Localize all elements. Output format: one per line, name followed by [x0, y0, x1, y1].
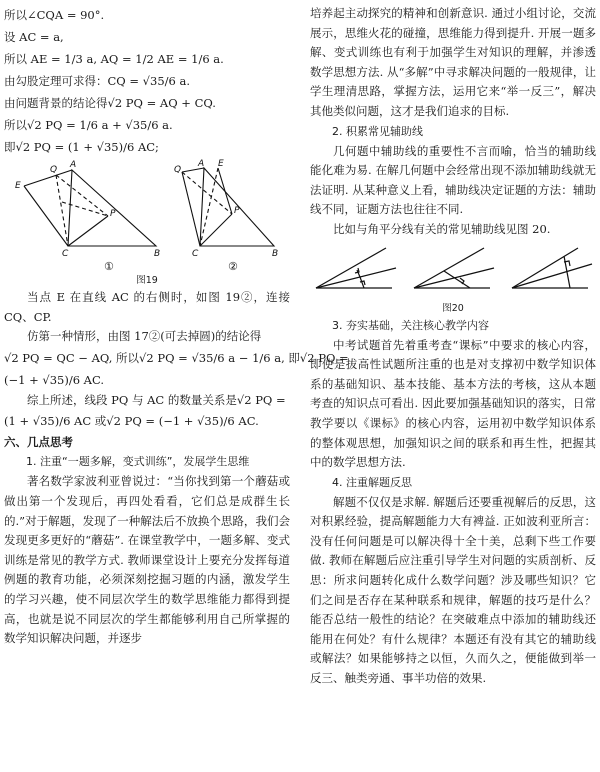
- figure-20: [310, 240, 596, 302]
- fig19-label-c: C: [62, 249, 69, 259]
- math-line-2: (−1 + √35)/6 AC.: [4, 372, 105, 387]
- fig19-label-q2: Q: [174, 165, 182, 175]
- fig19-label-a: A: [70, 160, 77, 170]
- fig19-label-a2: A: [198, 159, 205, 169]
- line-4: 由勾股定理可求得：CQ = √35/6 a.: [4, 74, 190, 88]
- left-column: [4, 4, 349, 649]
- fig19-label-p2: P: [234, 206, 240, 216]
- fig19-sub-1: ①: [104, 260, 114, 273]
- fig19-label-e2: E: [218, 159, 224, 169]
- figure-19: [4, 158, 290, 274]
- subheading-2: 2. 积累常见辅助线: [332, 124, 423, 138]
- math-line-1: √2 PQ = QC − AQ, 所以√2 PQ = √35/6 a − 1/6 a, 即√2 PQ =: [4, 350, 349, 365]
- fig19-label-b2: B: [272, 249, 279, 259]
- line-1: 所以∠CQA = 90°.: [4, 8, 105, 22]
- section-6-heading: 六、几点思考: [4, 435, 73, 450]
- paragraph-summary: 综上所述，线段 PQ 与 AC 的数量关系是√2 PQ =: [27, 392, 286, 407]
- line-7: 即√2 PQ = (1 + √35)/6 AC;: [4, 140, 159, 154]
- line-3: 所以 AE = 1/3 a, AQ = 1/2 AE = 1/6 a.: [4, 52, 224, 66]
- math-line-3: (1 + √35)/6 AC 或√2 PQ = (−1 + √35)/6 AC.: [4, 414, 259, 429]
- fig19-label-c2: C: [192, 249, 199, 259]
- line-2: 设 AC = a,: [4, 30, 64, 44]
- subheading-3: 3. 夯实基础，关注核心教学内容: [332, 318, 489, 332]
- paragraph-bisector: 比如与角平分线有关的常见辅助线见图 20.: [333, 221, 551, 236]
- paragraph-imitate: 仿第一种情形，由图 17②(可去掉圆)的结论得: [27, 329, 262, 344]
- fig19-label-e: E: [15, 181, 21, 191]
- paragraph-reflect: 解题不仅仅是求解. 解题后还要重视解后的反思，这对积累经验，提高解题能力大有裨益. 正如波利亚所言：没有任何问题是可以解决得十全十美，总剩下些工作要做. 教师在解题后应注重引导学生对问题的实质剖析、反思：所求问题转化成什么数学问题？涉及哪些知识？它们之间是否存在某种联系和规律，解题的技巧是什么？能否总结一般性的结论？在突破难点中添加的辅助线还能用在何处？有什么规律？本题还有没有其它的辅助线或解法？如果能够持之以恒，久而久之，便能做到举一反三、触类旁通、事半功倍的效果.: [310, 494, 596, 686]
- paragraph-after-fig19: 当点 E 在直线 AC 的右侧时，如图 19②，连接 CQ、CP.: [4, 290, 290, 324]
- fig19-label-b: B: [154, 249, 161, 259]
- right-column: [310, 4, 596, 689]
- line-5: 由问题背景的结论得√2 PQ = AQ + CQ.: [4, 96, 216, 110]
- line-6: 所以√2 PQ = 1/6 a + √35/6 a.: [4, 118, 173, 132]
- paragraph-aux-lines: 几何题中辅助线的重要性不言而喻，恰当的辅助线能化难为易. 在解几何题中会经常出现不添加辅助线就无法证明. 从某种意义上看，辅助线决定证题的方法：辅助线不同，证题方法也往往不同.: [310, 143, 596, 217]
- paragraph-core: 中考试题首先着重考查“课标”中要求的核心内容，即使是拔高性试题所注重的也是对支撑初中数学知识体系的基础知识、基本技能、基本方法的考核，这从本题考查的知识点可看出. 因此要加强基础知识的落实，日常教学要以《课标》的核心内容，运用初中数学知识体系的整体观思想，加强知识之间的联系和再生性，把握其中的数学思想方法.: [310, 337, 596, 470]
- fig19-caption: 图19: [136, 275, 158, 286]
- fig19-sub-2: ②: [228, 260, 238, 273]
- paragraph-polya: 著名数学家波利亚曾说过：“当你找到第一个蘑菇或做出第一个发现后，再四处看看，它们总是成群生长的.”对于解题，发现了一种解法后不放换个思路，我们会发现更多更好的“蘑菇”. 在课堂教学中，一题多解、变式训练是常见的教学方式. 教师课堂设计上要充分发挥每道例题的教育功能，必须深刻挖掘习题的内涵，激发学生的学习兴趣，使不同层次学生的数学思维能力都得到提高，也就是说不同层次的学生都能够利用自己所掌握的数学知识解决问题，并逐步: [4, 474, 290, 646]
- fig19-label-q: Q: [50, 165, 58, 175]
- fig20-caption: 图20: [442, 302, 464, 314]
- subheading-4: 4. 注重解题反思: [332, 475, 412, 489]
- paragraph-continued: 培养起主动探究的精神和创新意识. 通过小组讨论，交流展示，思维火花的碰撞，思维能力得到提升. 开展一题多解、变式训练也有利于加强学生对知识的理解，并渗透数学思想方法. 从“多解”中寻求解决问题的一般规律，让学生理清思路，掌握方法，运用它来“举一反三”，解决其他类似问题，这才是我们追求的目标.: [310, 6, 596, 118]
- subheading-1: 1. 注重“一题多解，变式训练”，发展学生思维: [26, 455, 250, 469]
- fig19-label-p: P: [110, 209, 116, 219]
